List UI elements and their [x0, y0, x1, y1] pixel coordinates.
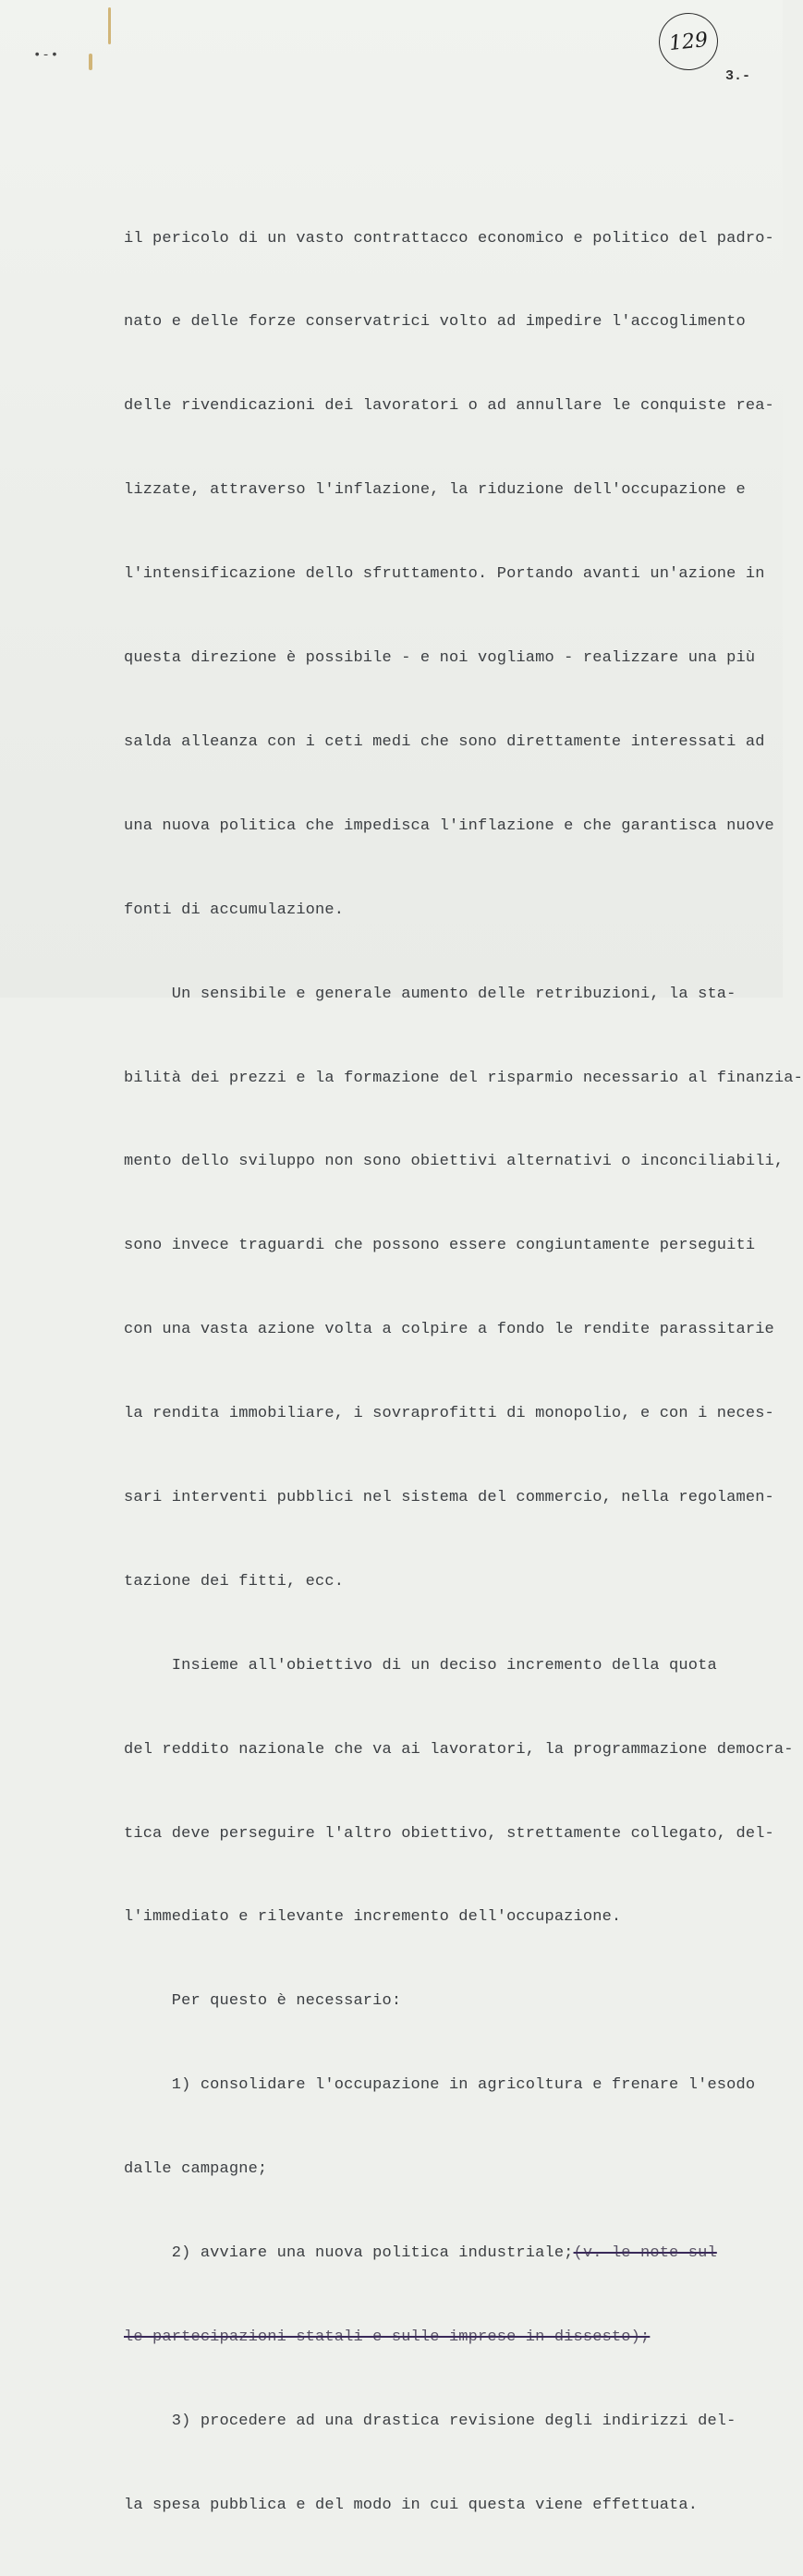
text-line: la spesa pubblica e del modo in cui questa viene effettuata.: [124, 2496, 699, 2514]
text-line: Per questo è necessario:: [124, 1992, 402, 2011]
text-line: 3) procedere ad una drastica revisione degli indirizzi del-: [124, 2412, 736, 2430]
text-line: salda alleanza con i ceti medi che sono direttamente interessati ad: [124, 732, 765, 751]
paper-stain: [89, 54, 92, 70]
text-line: delle rivendicazioni dei lavoratori o ad annullare le conquiste rea-: [124, 397, 774, 416]
paper-stain: [108, 7, 111, 44]
struck-text-line: le partecipazioni statali e sulle imprese in dissesto);: [124, 2328, 651, 2346]
text-line: l'intensificazione dello sfruttamento. Portando avanti un'azione in: [124, 565, 765, 584]
text-line: una nuova politica che impedisca l'inflazione e che garantisca nuove: [124, 816, 774, 835]
margin-marks: •-•: [33, 48, 60, 63]
text-line: dalle campagne;: [124, 2160, 268, 2179]
text-line: questa direzione è possibile - e noi vogliamo - realizzare una più: [124, 649, 756, 668]
text-line: mento dello sviluppo non sono obiettivi alternativi o inconciliabili,: [124, 1153, 785, 1171]
text-line: [124, 2240, 771, 2268]
text-line: l'immediato e rilevante incremento dell'occupazione.: [124, 1908, 622, 1927]
text-line: bilità dei prezzi e la formazione del risparmio necessario al finanzia-: [124, 1069, 803, 1087]
text-line: il pericolo di un vasto contrattacco economico e politico del padro-: [124, 229, 774, 248]
text-line: con una vasta azione volta a colpire a fondo le rendite parassitarie: [124, 1321, 774, 1339]
text-line: tica deve perseguire l'altro obiettivo, strettamente collegato, del-: [124, 1824, 774, 1843]
text-line: Un sensibile e generale aumento delle retribuzioni, la sta-: [124, 985, 736, 1003]
text-line: lizzate, attraverso l'inflazione, la riduzione dell'occupazione e: [124, 481, 746, 500]
text-line: tazione dei fitti, ecc.: [124, 1572, 345, 1590]
text-line-main: 2) avviare una nuova politica industriale;: [124, 2243, 574, 2262]
text-line: del reddito nazionale che va ai lavoratori, la programmazione democra-: [124, 1740, 794, 1759]
archive-number-stamp: 129: [656, 10, 721, 73]
text-line: 1) consolidare l'occupazione in agricoltura e frenare l'esodo: [124, 2076, 756, 2095]
page-number: 3.-: [725, 68, 751, 84]
text-line: sono invece traguardi che possono essere congiuntamente perseguiti: [124, 1237, 756, 1255]
document-body: [124, 169, 803, 2576]
text-line: fonti di accumulazione.: [124, 901, 345, 919]
struck-text: (v. le note sul: [573, 2243, 717, 2262]
text-line: nato e delle forze conservatrici volto ad impedire l'accoglimento: [124, 313, 746, 332]
text-line: la rendita immobiliare, i sovraprofitti di monopolio, e con i neces-: [124, 1405, 774, 1423]
text-line: Insieme all'obiettivo di un deciso incremento della quota: [124, 1656, 717, 1675]
text-line: sari interventi pubblici nel sistema del commercio, nella regolamen-: [124, 1488, 774, 1506]
